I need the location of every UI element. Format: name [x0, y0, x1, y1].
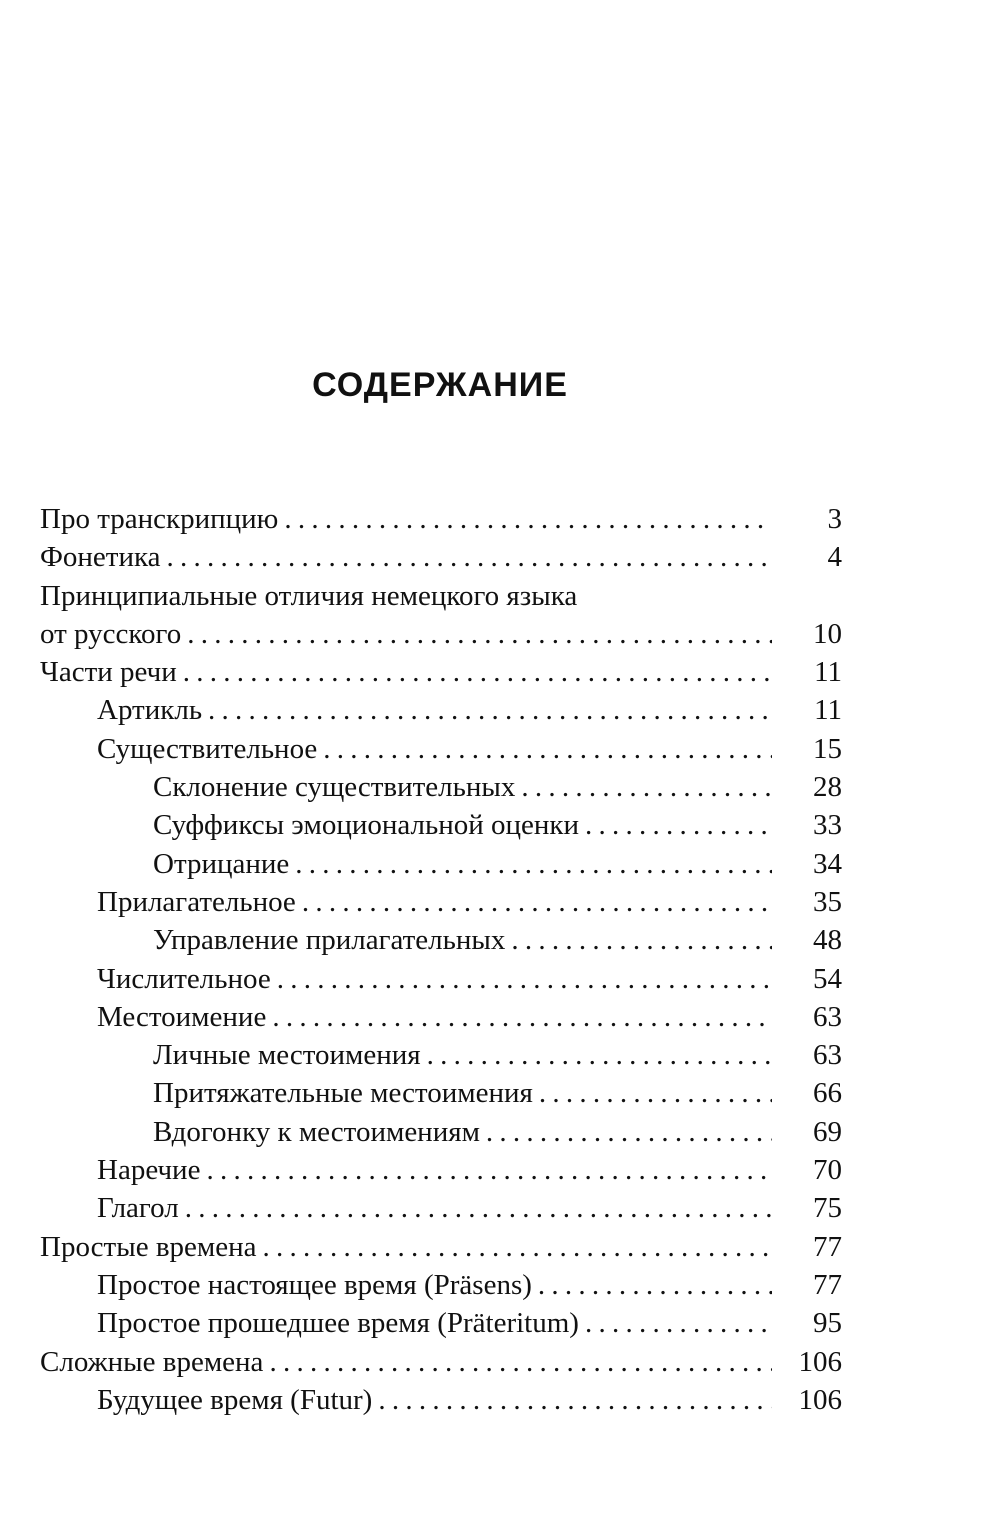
toc-entry[interactable]: [40, 806, 842, 844]
dot-leader: [521, 768, 772, 806]
dot-leader: [272, 998, 772, 1036]
toc-entry-page-number: 66: [813, 1077, 842, 1110]
toc-entry-page-number: 70: [813, 1154, 842, 1187]
toc-entry-page-number: 95: [813, 1307, 842, 1340]
toc-entry[interactable]: [40, 1151, 842, 1189]
toc-entry-page-number: 54: [813, 962, 842, 995]
dot-leader: [183, 653, 772, 691]
toc-entry-page-number: 11: [814, 656, 842, 689]
toc-entry-page-number: 63: [813, 1000, 842, 1033]
toc-entry[interactable]: [40, 921, 842, 959]
toc-entry[interactable]: [40, 730, 842, 768]
dot-leader: [585, 806, 772, 844]
toc-entry-page-number: 28: [813, 771, 842, 804]
dot-leader: [295, 845, 772, 883]
toc-entry[interactable]: [40, 538, 842, 576]
toc-entry[interactable]: [40, 653, 842, 691]
toc-entry[interactable]: [40, 1074, 842, 1112]
toc-entry-label: Управление прилагательных: [153, 924, 506, 957]
dot-leader: [511, 921, 772, 959]
toc-entry-label: Вдогонку к местоимениям: [153, 1115, 480, 1148]
dot-leader: [378, 1381, 772, 1419]
toc-entry[interactable]: [40, 1304, 842, 1342]
toc-entry[interactable]: [40, 1036, 842, 1074]
dot-leader: [187, 615, 772, 653]
table-of-contents: [40, 500, 842, 1419]
toc-entry[interactable]: [40, 883, 842, 921]
toc-entry[interactable]: [40, 845, 842, 883]
dot-leader: [167, 538, 772, 576]
toc-entry-label: Артикль: [97, 694, 203, 727]
toc-entry[interactable]: [40, 691, 842, 729]
toc-entry-page-number: 10: [813, 617, 842, 650]
toc-entry-page-number: 77: [813, 1230, 842, 1263]
toc-entry-page-number: 69: [813, 1115, 842, 1148]
toc-entry-page-number: 106: [798, 1345, 842, 1378]
toc-entry-label: Принципиальные отличия немецкого языка: [40, 579, 578, 612]
toc-entry[interactable]: [40, 1381, 842, 1419]
toc-entry-label: Фонетика: [40, 541, 161, 574]
toc-entry[interactable]: [40, 960, 842, 998]
dot-leader: [538, 1266, 772, 1304]
toc-entry[interactable]: [40, 768, 842, 806]
toc-entry-page-number: 48: [813, 924, 842, 957]
toc-entry-label: Про транскрипцию: [40, 503, 279, 535]
toc-entry-page-number: 75: [813, 1192, 842, 1225]
toc-entry-label: Личные местоимения: [153, 1039, 421, 1072]
toc-entry-page-number: 106: [798, 1383, 842, 1416]
dot-leader: [486, 1113, 772, 1151]
toc-entry-label: Числительное: [97, 962, 271, 995]
toc-entry-label: Глагол: [97, 1192, 179, 1225]
toc-entry[interactable]: [40, 1228, 842, 1266]
toc-entry-page-number: 34: [813, 847, 842, 880]
toc-entry[interactable]: [40, 1113, 842, 1151]
dot-leader: [427, 1036, 772, 1074]
page-title: СОДЕРЖАНИЕ: [312, 366, 568, 404]
toc-entry-label: Притяжательные местоимения: [153, 1077, 533, 1110]
toc-entry-label: Наречие: [97, 1154, 201, 1187]
dot-leader: [185, 1189, 772, 1227]
toc-entry[interactable]: [40, 1266, 842, 1304]
toc-entry-page-number: 4: [827, 541, 842, 574]
dot-leader: [585, 1304, 772, 1342]
toc-entry-label: Простое настоящее время (Präsens): [97, 1268, 532, 1301]
toc-entry-label: Части речи: [40, 656, 177, 689]
toc-entry[interactable]: [40, 1343, 842, 1381]
toc-entry-page-number: 77: [813, 1268, 842, 1301]
toc-entry-page-number: 3: [827, 503, 842, 535]
toc-entry-page-number: 63: [813, 1039, 842, 1072]
dot-leader: [208, 691, 772, 729]
toc-entry-label: от русского: [40, 617, 182, 650]
dot-leader: [277, 960, 772, 998]
toc-entry-page-number: 11: [814, 694, 842, 727]
toc-entry-page-number: 15: [813, 732, 842, 765]
toc-entry-label: Суффиксы эмоциональной оценки: [153, 809, 580, 842]
toc-entry[interactable]: [40, 998, 842, 1036]
dot-leader: [284, 500, 772, 538]
toc-entry[interactable]: [40, 577, 842, 615]
toc-entry[interactable]: [40, 615, 842, 653]
dot-leader: [269, 1343, 772, 1381]
toc-entry[interactable]: [40, 1189, 842, 1227]
toc-entry-label: Прилагательное: [97, 885, 296, 918]
dot-leader: [263, 1228, 773, 1266]
toc-entry-label: Существительное: [97, 732, 318, 765]
toc-entry-label: Будущее время (Futur): [97, 1383, 373, 1416]
toc-entry-label: Сложные времена: [40, 1345, 264, 1378]
dot-leader: [323, 730, 772, 768]
toc-entry-label: Простое прошедшее время (Präteritum): [97, 1307, 579, 1340]
toc-entry-label: Простые времена: [40, 1230, 257, 1263]
toc-entry[interactable]: [40, 500, 842, 538]
toc-entry-page-number: 35: [813, 885, 842, 918]
dot-leader: [302, 883, 772, 921]
toc-entry-label: Местоимение: [97, 1000, 267, 1033]
toc-entry-label: Склонение существительных: [153, 771, 516, 804]
dot-leader: [539, 1074, 772, 1112]
toc-entry-page-number: 33: [813, 809, 842, 842]
toc-entry-label: Отрицание: [153, 847, 290, 880]
dot-leader: [206, 1151, 772, 1189]
